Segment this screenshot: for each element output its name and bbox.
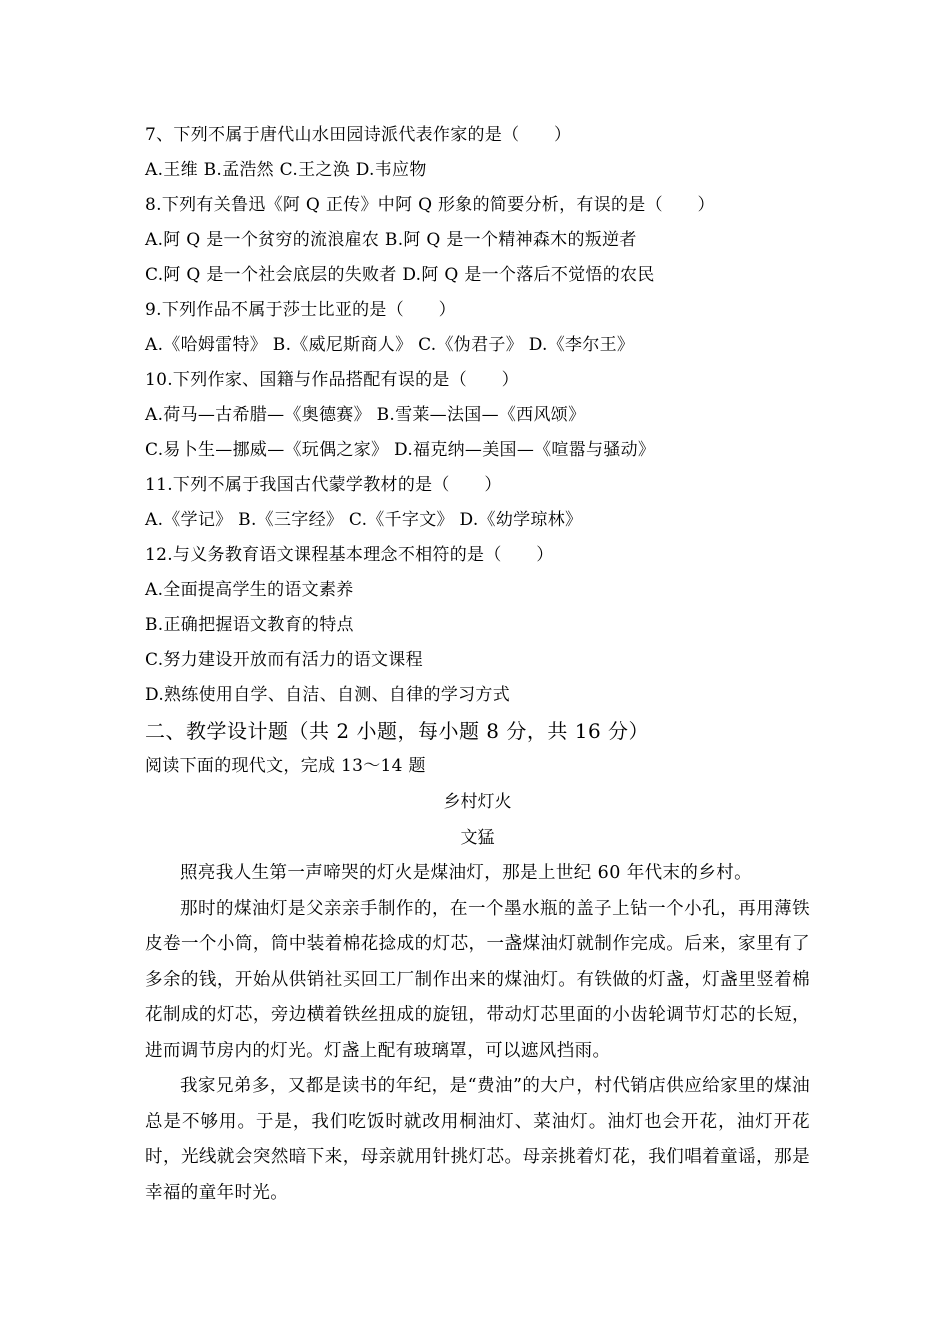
document-content xyxy=(145,118,810,1211)
question-12 xyxy=(145,538,810,713)
article-paragraph: 照亮我人生第一声啼哭的灯火是煤油灯，那是上世纪 60 年代末的乡村。 xyxy=(180,863,752,883)
question-option: A.全面提高学生的语文素养 xyxy=(145,580,354,600)
question-option: C.努力建设开放而有活力的语文课程 xyxy=(145,650,423,670)
article-paragraph: 那时的煤油灯是父亲亲手制作的，在一个墨水瓶的盖子上钻一个小孔，再用薄铁皮卷一个小筒，筒中装着棉花捻成的灯芯，一盏煤油灯就制作完成。后来，家里有了多余的钱，开始从供销社买回工厂制作出来的煤油灯。有铁做的灯盏，灯盏里竖着棉花制成的灯芯，旁边横着铁丝扭成的旋钮，带动灯芯里面的小齿轮调节灯芯的长短，进而调节房内的灯光。灯盏上配有玻璃罩，可以遮风挡雨。 xyxy=(145,898,810,1061)
question-stem: 10.下列作家、国籍与作品搭配有误的是（ ） xyxy=(145,370,519,390)
question-option: B.正确把握语文教育的特点 xyxy=(145,615,354,635)
article-body xyxy=(145,856,810,1211)
question-option: D.熟练使用自学、自洁、自测、自律的学习方式 xyxy=(145,685,511,705)
question-options: A.荷马—古希腊—《奥德赛》 B.雪莱—法国—《西风颂》 xyxy=(145,405,586,425)
section-instruction: 阅读下面的现代文，完成 13～14 题 xyxy=(145,756,426,776)
question-options: C.阿 Q 是一个社会底层的失败者 D.阿 Q 是一个落后不觉悟的农民 xyxy=(145,265,655,285)
question-stem: 7、下列不属于唐代山水田园诗派代表作家的是（ ） xyxy=(145,125,572,145)
article-paragraph: 我家兄弟多，又都是读书的年纪，是“费油”的大户，村代销店供应给家里的煤油总是不够用。于是，我们吃饭时就改用桐油灯、菜油灯。油灯也会开花，油灯开花时，光线就会突然暗下来，母亲就用针挑灯芯。母亲挑着灯花，我们唱着童谣，那是幸福的童年时光。 xyxy=(145,1076,810,1203)
question-10 xyxy=(145,363,810,468)
question-stem: 8.下列有关鲁迅《阿 Q 正传》中阿 Q 形象的简要分析，有误的是（ ） xyxy=(145,195,715,215)
question-stem: 12.与义务教育语文课程基本理念不相符的是（ ） xyxy=(145,545,554,565)
question-options: A.王维 B.孟浩然 C.王之涣 D.韦应物 xyxy=(145,160,427,180)
question-9 xyxy=(145,293,810,363)
question-stem: 11.下列不属于我国古代蒙学教材的是（ ） xyxy=(145,475,502,495)
article-author: 文猛 xyxy=(460,828,495,848)
question-stem: 9.下列作品不属于莎士比亚的是（ ） xyxy=(145,300,456,320)
question-options: A.《哈姆雷特》 B.《威尼斯商人》 C.《伪君子》 D.《李尔王》 xyxy=(145,335,635,355)
question-options: A.《学记》 B.《三字经》 C.《千字文》 D.《幼学琼林》 xyxy=(145,510,583,530)
question-11 xyxy=(145,468,810,538)
question-options: C.易卜生—挪威—《玩偶之家》 D.福克纳—美国—《喧嚣与骚动》 xyxy=(145,440,656,460)
question-options: A.阿 Q 是一个贫穷的流浪雇农 B.阿 Q 是一个精神森木的叛逆者 xyxy=(145,230,637,250)
question-8 xyxy=(145,188,810,293)
section-heading: 二、教学设计题（共 2 小题，每小题 8 分，共 16 分） xyxy=(145,719,650,743)
article-title: 乡村灯火 xyxy=(443,792,512,812)
question-7 xyxy=(145,118,810,188)
